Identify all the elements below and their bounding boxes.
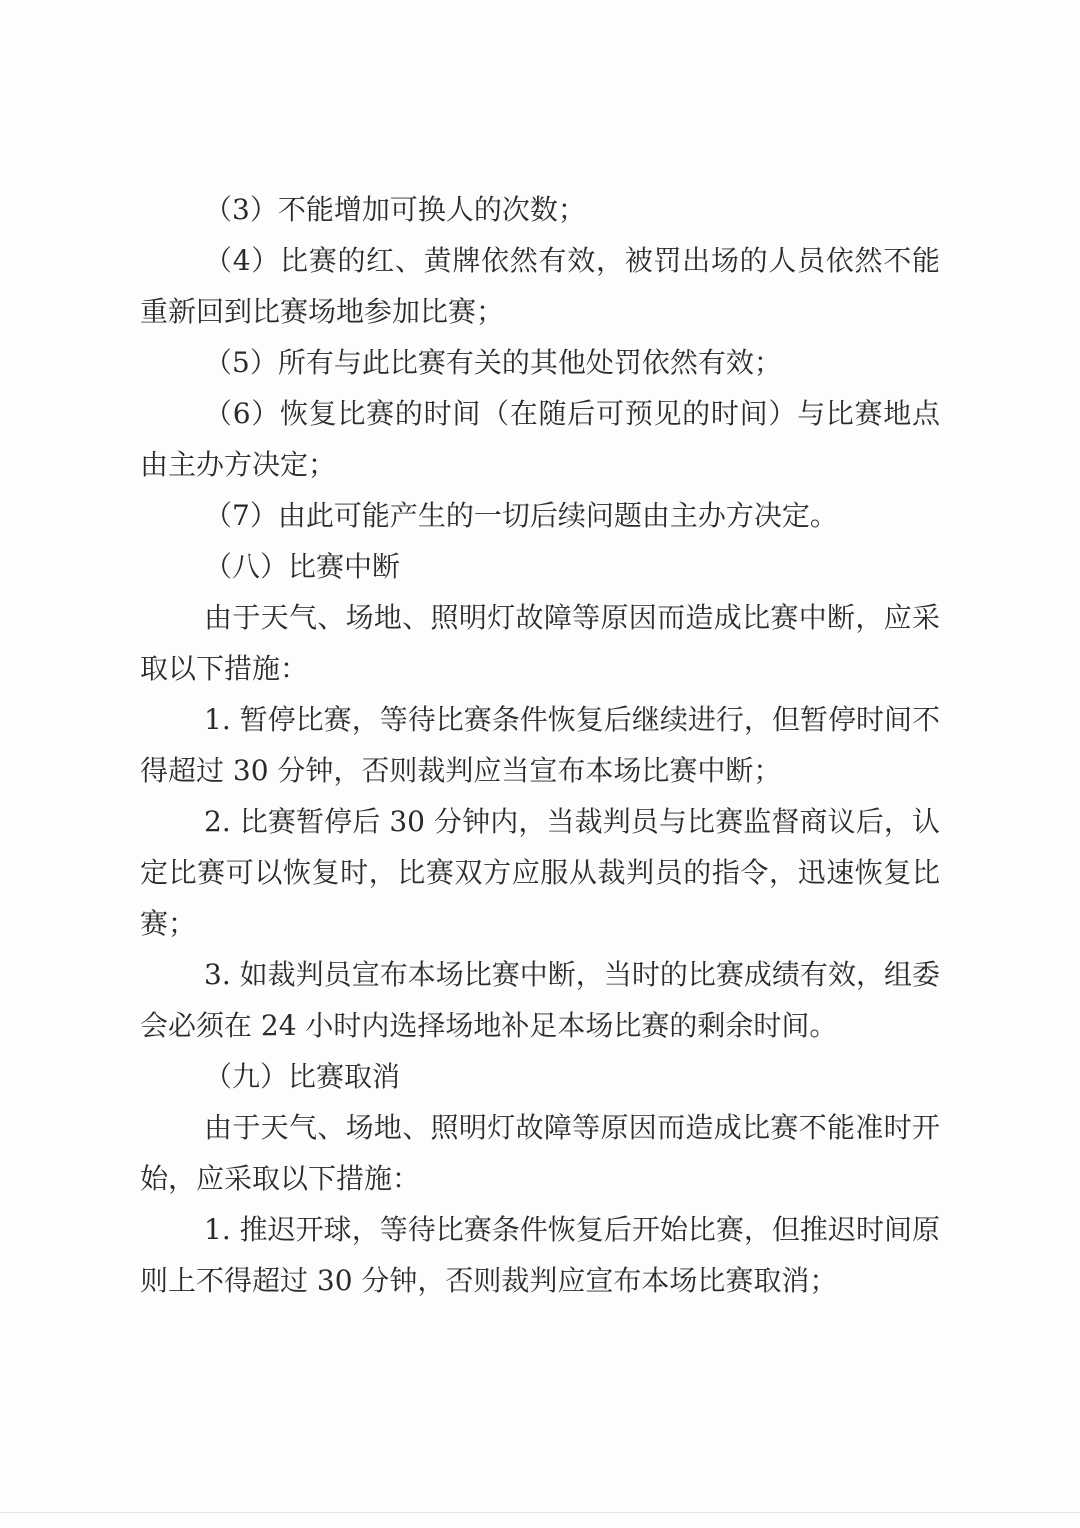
text-line: 由主办方决定； [140,448,337,481]
text-line: 定比赛可以恢复时，比赛双方应服从裁判员的指令，迅速恢复比 [140,856,940,889]
measure-8-3-cont [140,1000,940,1051]
text-line: 由于天气、场地、照明灯故障等原因而造成比赛不能准时开 [204,1111,940,1144]
list-item-4-cont [140,286,940,337]
list-item-6 [140,388,940,439]
text-line: 赛； [140,907,197,940]
list-item-6-cont [140,439,940,490]
text-line: 2. 比赛暂停后 30 分钟内，当裁判员与比赛监督商议后，认 [204,805,940,838]
text-line: （八）比赛中断 [204,550,401,583]
text-line: 3. 如裁判员宣布本场比赛中断，当时的比赛成绩有效，组委 [204,958,940,991]
measure-8-1 [140,694,940,745]
document-body [140,184,940,1306]
text-line: 则上不得超过 30 分钟，否则裁判应宣布本场比赛取消； [140,1264,838,1297]
paragraph-8-cont [140,643,940,694]
bottom-edge-divider [0,1512,1080,1513]
text-line: （九）比赛取消 [204,1060,401,1093]
measure-8-2-cont [140,847,940,898]
section-heading-9 [140,1051,940,1102]
text-line: 始，应采取以下措施： [140,1162,421,1195]
measure-8-2-cont2 [140,898,940,949]
list-item-3 [140,184,940,235]
text-line: 重新回到比赛场地参加比赛； [140,295,505,328]
text-line: 1. 暂停比赛，等待比赛条件恢复后继续进行，但暂停时间不 [204,703,940,736]
list-item-7 [140,490,940,541]
measure-8-2 [140,796,940,847]
text-line: （6）恢复比赛的时间（在随后可预见的时间）与比赛地点 [204,397,940,430]
list-item-4 [140,235,940,286]
paragraph-9 [140,1102,940,1153]
list-item-5 [140,337,940,388]
text-line: （7）由此可能产生的一切后续问题由主办方决定。 [204,499,838,532]
section-heading-8 [140,541,940,592]
measure-8-3 [140,949,940,1000]
measure-9-1 [140,1204,940,1255]
text-line: （4）比赛的红、黄牌依然有效，被罚出场的人员依然不能 [204,244,940,277]
text-line: 由于天气、场地、照明灯故障等原因而造成比赛中断，应采 [204,601,940,634]
text-line: 会必须在 24 小时内选择场地补足本场比赛的剩余时间。 [140,1009,838,1042]
measure-9-1-cont [140,1255,940,1306]
paragraph-8 [140,592,940,643]
paragraph-9-cont [140,1153,940,1204]
text-line: 1. 推迟开球，等待比赛条件恢复后开始比赛，但推迟时间原 [204,1213,940,1246]
text-line: （3）不能增加可换人的次数； [204,193,586,226]
text-line: 取以下措施： [140,652,309,685]
text-line: （5）所有与此比赛有关的其他处罚依然有效； [204,346,782,379]
text-line: 得超过 30 分钟，否则裁判应当宣布本场比赛中断； [140,754,782,787]
measure-8-1-cont [140,745,940,796]
